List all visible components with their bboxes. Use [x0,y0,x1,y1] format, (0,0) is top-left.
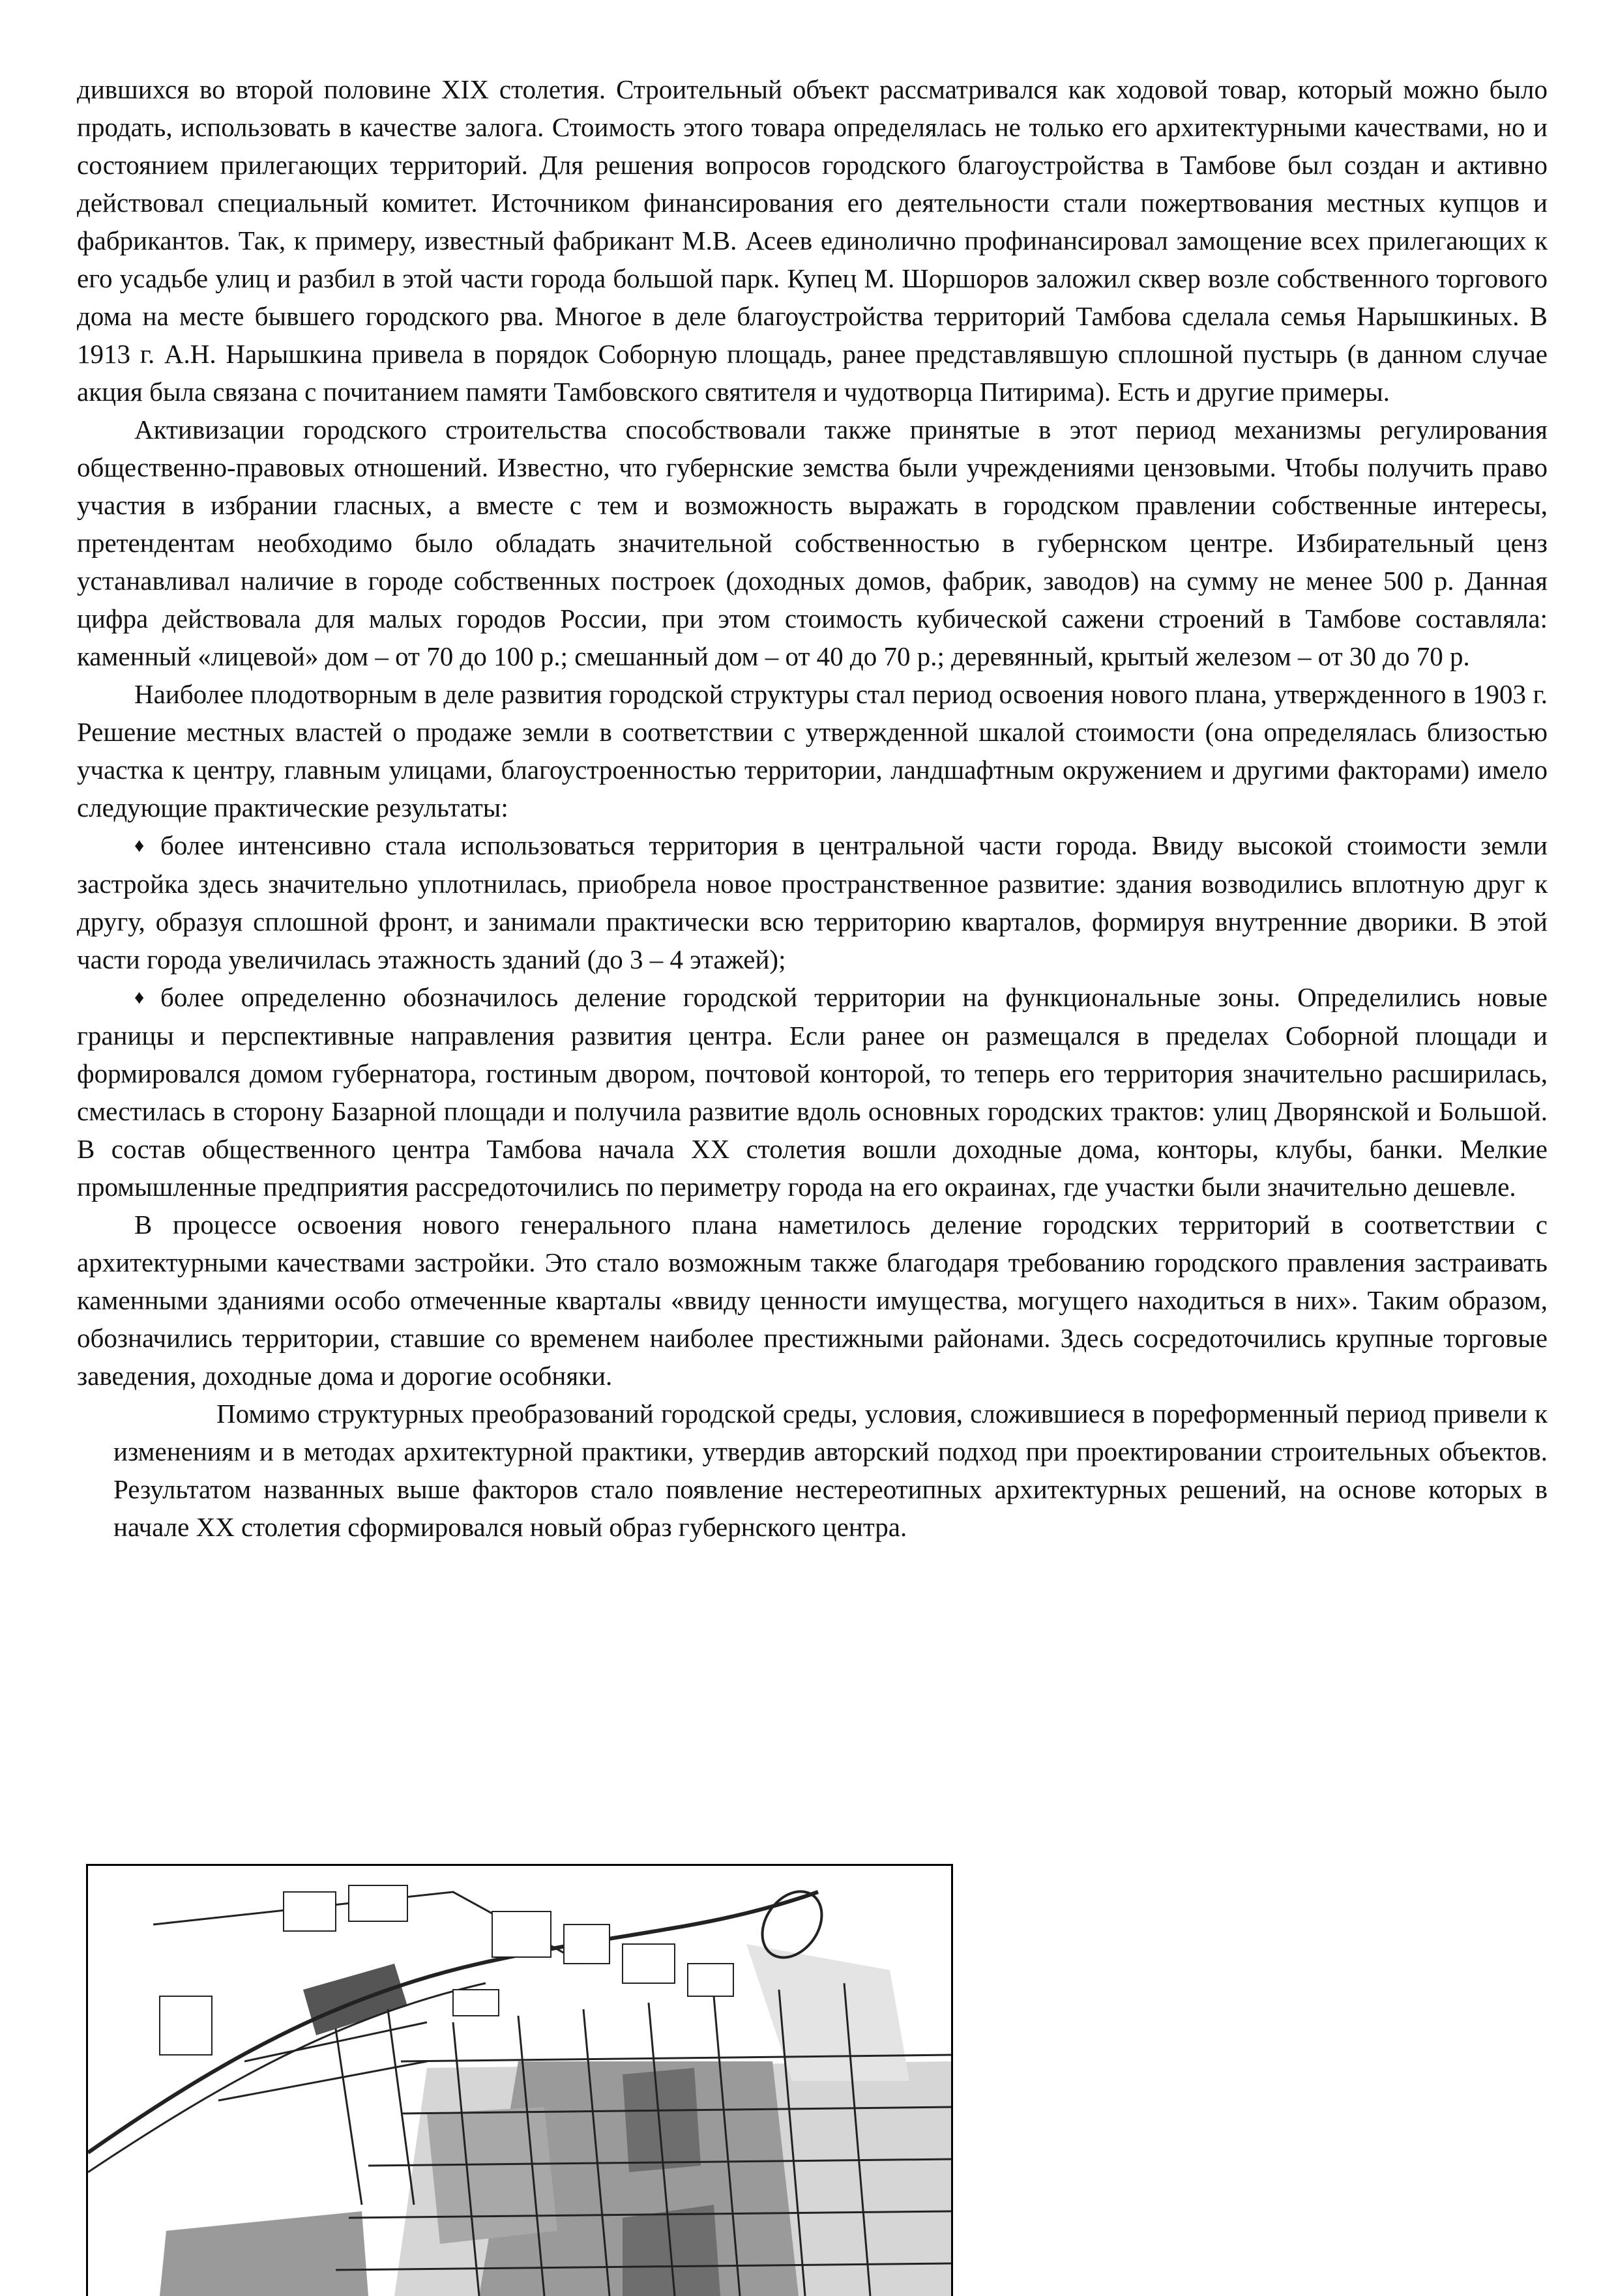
bullet-text: более определенно обозначилось деление городской территории на функциональные зоны. Определились новые границы и перспективные направления развития центра. Если ранее он размещался в пределах Соборной площади и формировался домом губернатора, гостиным двором, почтовой конторой, то теперь его территория значительно расширилась, сместилась в сторону Базарной площади и получила развитие вдоль основных городских трактов: улиц Дворянской и Большой. В состав общественного центра Тамбова начала XX столетия вошли доходные дома, конторы, клубы, банки. Мелкие промышленные предприятия рассредоточились по периметру города на его окраинах, где участки были значительно дешевле. [77,982,1548,1202]
paragraph-continued: дившихся во второй половине XIX столетия. Строительный объект рассматривался как ходовой товар, который можно было продать, использовать в качестве залога. Стоимость этого товара определялась не только его архитектурными качествами, но и состоянием прилегающих территорий. Для решения вопросов городского благоустройства в Тамбове был создан и активно действовал специальный комитет. Источником финансирования его деятельности стали пожертвования местных купцов и фабрикантов. Так, к примеру, известный фабрикант М.В. Асеев единолично профинансировал замощение всех прилегающих к его усадьбе улиц и разбил в этой части города большой парк. Купец М. Шоршоров заложил сквер возле собственного торгового дома на месте бывшего городского рва. Многое в деле благоустройства территорий Тамбова сделала семья Нарышкиных. В 1913 г. А.Н. Нарышкина привела в порядок Соборную площадь, ранее представлявшую сплошной пустырь (в данном случае акция была связана с почитанием памяти Тамбовского святителя и чудотворца Питирима). Есть и другие примеры. [77,74,1548,407]
paragraph-territories: В процессе освоения нового генерального плана наметилось деление городских территорий в соответствии с архитектурными качествами застройки. Это стало возможным также благодаря требованию городского правления застраивать каменными зданиями особо отмеченные кварталы «ввиду ценности имущества, могущего находиться в них». Таким образом, обозначились территории, ставшие со временем наиболее престижными районами. Здесь сосредоточились крупные торговые заведения, доходные дома и дорогие особняки. [77,1210,1548,1391]
city-plan-figure [86,1864,953,2296]
body-text [77,70,1548,1546]
city-plan-map [88,1866,951,2296]
bullet-text: более интенсивно стала использоваться территория в центральной части города. Ввиду высокой стоимости земли застройка здесь значительно уплотнилась, приобрела новое пространственное развитие: здания возводились вплотную друг к другу, образуя сплошной фронт, и занимали практически всю территорию кварталов, формируя внутренние дворики. В этой части города увеличилась этажность зданий (до 3 – 4 этажей); [77,830,1548,974]
paragraph-conclusion: Помимо структурных преобразований городской среды, условия, сложившиеся в пореформенный период привели к изменениям и в методах архитектурной практики, утвердив авторский подход при проектировании строительных объектов. Результатом названных выше факторов стало появление нестереотипных архитектурных решений, на основе которых в начале XX столетия сформировался новый образ губернского центра. [113,1399,1548,1542]
diamond-bullet-icon: ♦ [134,835,145,856]
bullet-item-center [77,826,1548,978]
diamond-bullet-icon: ♦ [134,987,145,1008]
paragraph-qualification: Активизации городского строительства способствовали также принятые в этот период механизмы регулирования общественно-правовых отношений. Известно, что губернские земства были учреждениями цензовыми. Чтобы получить право участия в избрании гласных, а вместе с тем и возможность выражать в городском правлении собственные интересы, претендентам необходимо было обладать значительной собственностью в губернском центре. Избирательный ценз устанавливал наличие в городе собственных построек (доходных домов, фабрик, заводов) на сумму не менее 500 р. Данная цифра действовала для малых городов России, при этом стоимость кубической сажени строений в Тамбове составляла: каменный «лицевой» дом – от 70 до 100 р.; смешанный дом – от 40 до 70 р.; деревянный, крытый железом – от 30 до 70 р. [77,414,1548,671]
bullet-item-zones [77,978,1548,1206]
paragraph-plan-1903: Наиболее плодотворным в деле развития городской структуры стал период освоения нового плана, утвержденного в 1903 г. Решение местных властей о продаже земли в соответствии с утвержденной шкалой стоимости (она определялась близостью участка к центру, главным улицами, благоустроенностью территории, ландшафтным окружением и другими факторами) имело следующие практические результаты: [77,679,1548,822]
